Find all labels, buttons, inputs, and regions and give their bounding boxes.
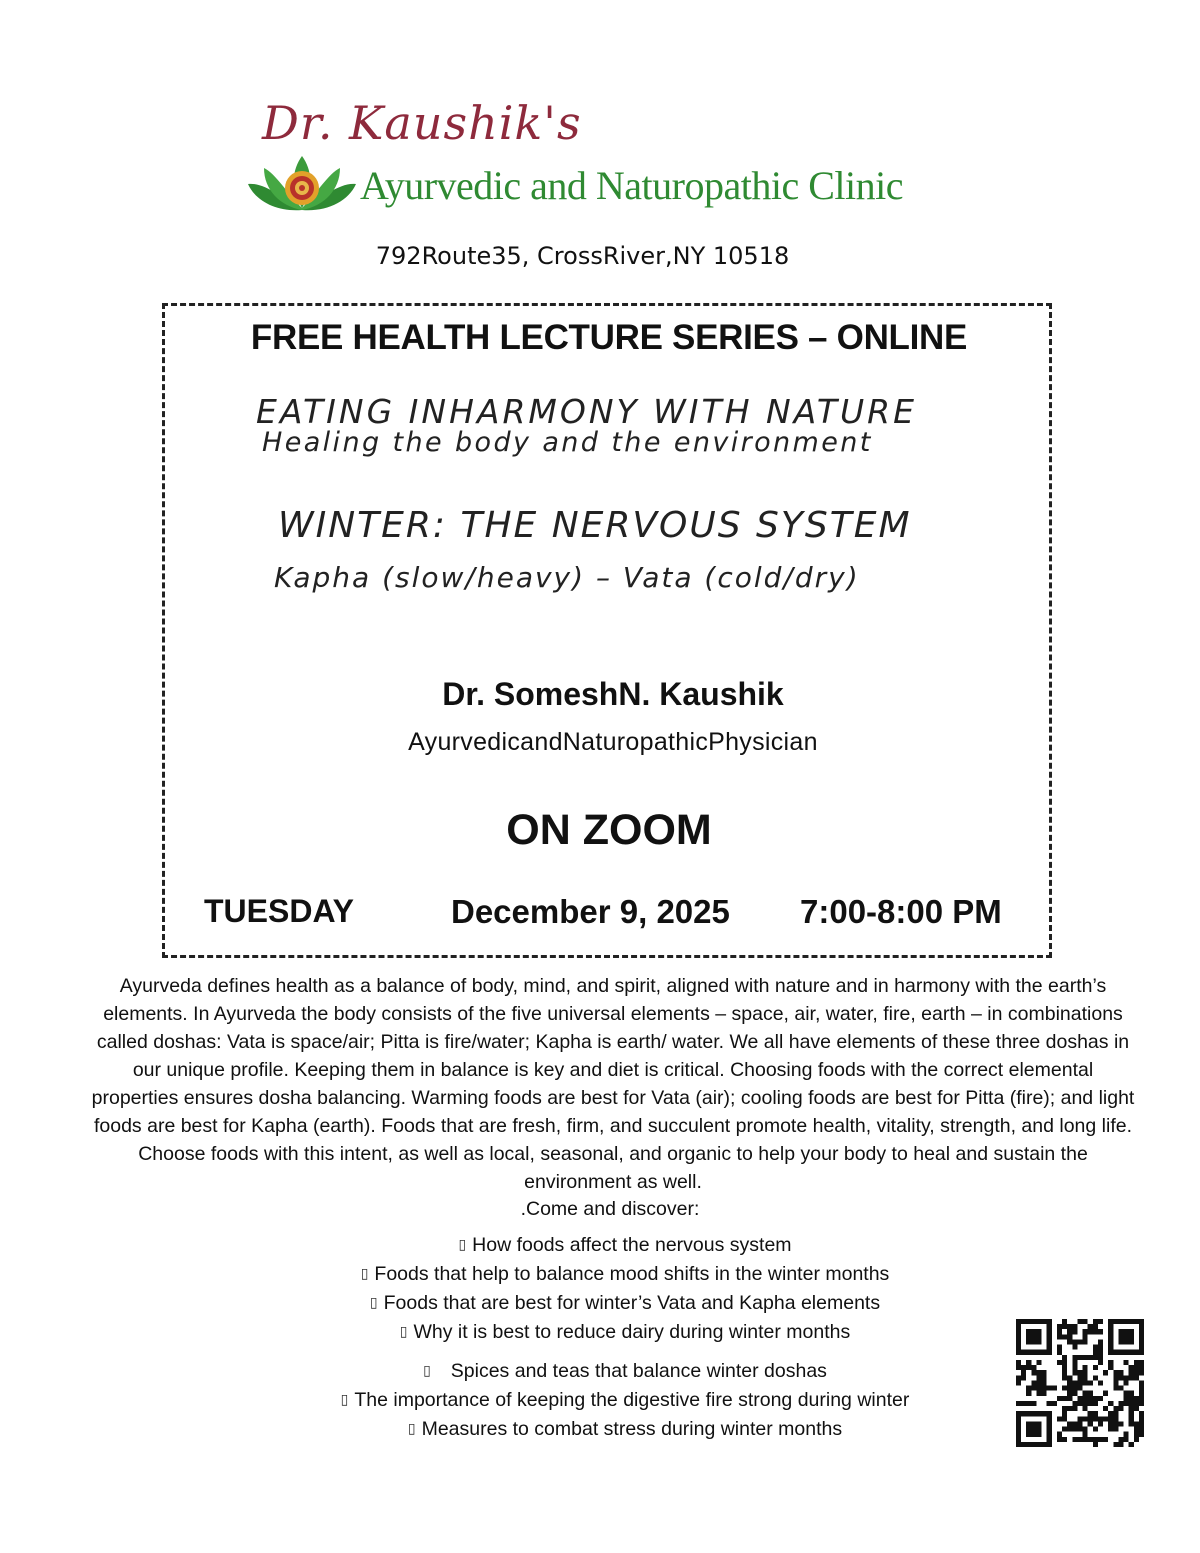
call-to-action: .Come and discover:	[520, 1198, 700, 1220]
clinic-logo	[240, 90, 970, 230]
list-item	[0, 1230, 1200, 1259]
list-item-text: How foods affect the nervous system	[472, 1234, 792, 1256]
list-item-text: Measures to combat stress during winter months	[421, 1418, 843, 1440]
bullet-icon: ▯	[399, 1323, 408, 1339]
event-day: TUESDAY	[204, 893, 354, 929]
bullet-icon: ▯	[458, 1236, 467, 1252]
list-item-text: Foods that are best for winter’s Vata and Kapha elements	[383, 1292, 881, 1314]
list-item-text: Why it is best to reduce dairy during winter months	[413, 1321, 851, 1343]
venue-label: ON ZOOM	[506, 806, 712, 854]
bullet-icon: ▯	[407, 1420, 416, 1436]
description-paragraph: Ayurveda defines health as a balance of body, mind, and spirit, aligned with nature and in harmony with the earth’s elements. In Ayurveda the body consists of the five universal elements – space, air, water, fire, earth – in combinations called doshas: Vata is space/air; Pitta is fire/water; Kapha is earth/ water. We all have elements of these three doshas in our unique profile. Keeping them in balance is key and diet is critical. Choosing foods with the correct elemental properties ensures dosha balancing. Warming foods are best for Vata (air); cooling foods are best for Pitta (fire); and light foods are best for Kapha (earth). Foods that are fresh, firm, and succulent promote health, vitality, strength, and long life. Choose foods with this intent, as well as local, seasonal, and organic to help your body to heal and sustain the environment as well.	[91, 975, 1135, 1193]
list-item-text: The importance of keeping the digestive fire strong during winter	[354, 1389, 910, 1411]
list-item	[0, 1288, 1200, 1317]
list-item	[0, 1259, 1200, 1288]
bullet-icon: ▯	[423, 1362, 431, 1378]
logo-script-text: Dr. Kaushik's	[262, 96, 582, 150]
qr-code-icon[interactable]	[1016, 1319, 1144, 1447]
series-title: FREE HEALTH LECTURE SERIES – ONLINE	[250, 318, 968, 357]
bullet-icon: ▯	[340, 1391, 349, 1407]
event-time: 7:00-8:00 PM	[800, 893, 1002, 930]
season-title: WINTER: THE NERVOUS SYSTEM	[278, 505, 912, 546]
bullet-icon: ▯	[360, 1265, 369, 1281]
topic-title: EATING INHARMONY WITH NATURE	[256, 392, 917, 431]
list-item-text: Spices and teas that balance winter doshas	[450, 1360, 827, 1382]
logo-clinic-name: Ayurvedic and Naturopathic Clinic	[360, 163, 903, 208]
season-subtitle: Kapha (slow/heavy) – Vata (cold/dry)	[274, 561, 860, 594]
event-date: December 9, 2025	[451, 893, 730, 930]
lotus-icon	[242, 148, 362, 218]
bullet-icon: ▯	[369, 1294, 378, 1310]
speaker-name: Dr. SomeshN. Kaushik	[442, 676, 784, 712]
list-item-text: Foods that help to balance mood shifts in the winter months	[374, 1263, 890, 1285]
topic-subtitle: Healing the body and the environment	[262, 427, 873, 458]
clinic-address: 792Route35, CrossRiver,NY 10518	[375, 242, 790, 270]
speaker-title: AyurvedicandNaturopathicPhysician	[408, 728, 818, 756]
